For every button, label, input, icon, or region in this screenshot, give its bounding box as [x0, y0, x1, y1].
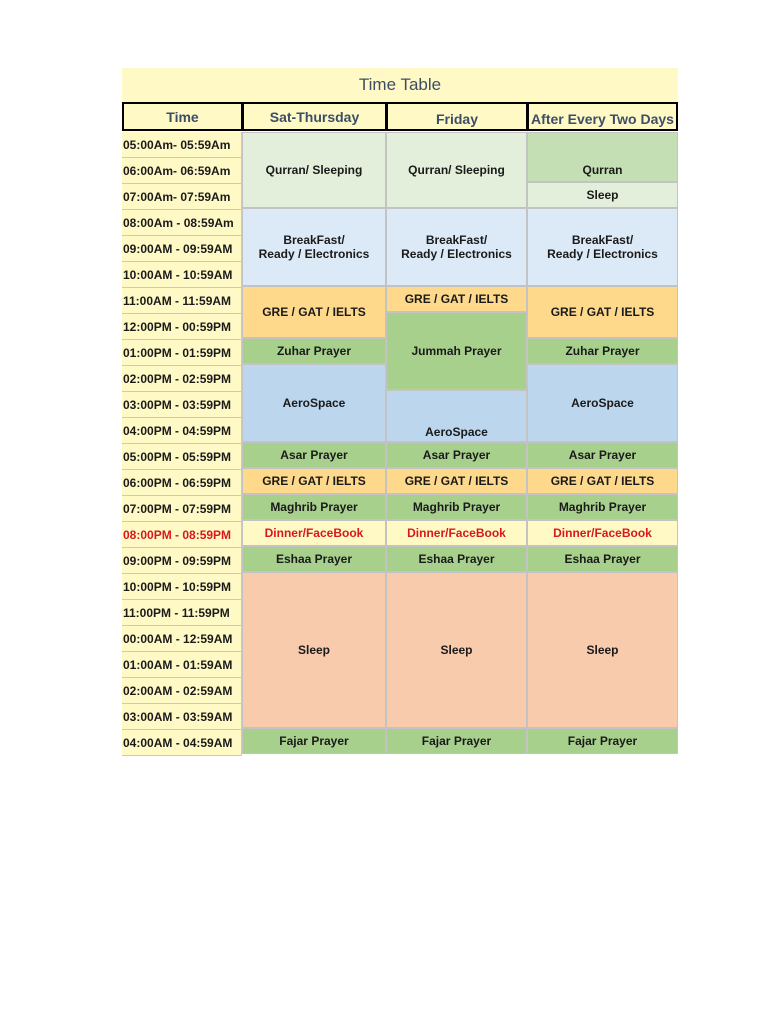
- header-sat-thursday: Sat-Thursday: [242, 102, 387, 131]
- after-two-days-gre-morning-label: GRE / GAT / IELTS: [550, 305, 655, 319]
- sat-thursday-dinner-slot: [242, 520, 386, 546]
- sat-thursday-gre-morning-label: GRE / GAT / IELTS: [262, 305, 366, 319]
- friday-aerospace-slot: [386, 390, 527, 442]
- friday-gre-evening-label: GRE / GAT / IELTS: [404, 474, 509, 488]
- friday-gre-morning-label: GRE / GAT / IELTS: [404, 292, 509, 306]
- sat-thursday-maghrib-label: Maghrib Prayer: [270, 500, 358, 514]
- after-two-days-gre-evening-label: GRE / GAT / IELTS: [550, 474, 655, 488]
- friday-breakfast-line1: BreakFast/: [425, 233, 488, 247]
- after-two-days-sleep-slot: [527, 572, 678, 728]
- header-time: Time: [122, 102, 243, 131]
- after-two-days-fajar-slot: [527, 728, 678, 754]
- after-two-days-aerospace-slot: [527, 364, 678, 442]
- after-two-days-quran-label: Qurran: [582, 163, 623, 177]
- time-slot-label: 05:00PM - 05:59PM: [122, 444, 242, 470]
- after-two-days-maghrib-slot: [527, 494, 678, 520]
- after-two-days-dinner-label: Dinner/FaceBook: [553, 526, 652, 540]
- after-two-days-sleep-morning-slot: [527, 182, 678, 208]
- after-two-days-asar-label: Asar Prayer: [568, 448, 637, 462]
- sat-thursday-gre-evening-label: GRE / GAT / IELTS: [262, 474, 366, 488]
- after-two-days-breakfast-line2: Ready / Electronics: [547, 247, 658, 261]
- friday-fajar-label: Fajar Prayer: [421, 734, 492, 748]
- time-slot-label: 11:00PM - 11:59PM: [122, 600, 242, 626]
- friday-sleep-label: Sleep: [440, 643, 473, 657]
- friday-dinner-slot: [386, 520, 527, 546]
- time-slot-label: 11:00AM - 11:59AM: [122, 288, 242, 314]
- after-two-days-sleep-morning-label: Sleep: [586, 188, 619, 202]
- time-slot-label: 01:00AM - 01:59AM: [122, 652, 242, 678]
- time-slot-label: 04:00PM - 04:59PM: [122, 418, 242, 444]
- time-slot-label: 09:00AM - 09:59AM: [122, 236, 242, 262]
- time-slot-label: 10:00PM - 10:59PM: [122, 574, 242, 600]
- time-slot-label: 02:00PM - 02:59PM: [122, 366, 242, 392]
- friday-gre-morning-slot: [386, 286, 527, 312]
- sat-thursday-fajar-slot: [242, 728, 386, 754]
- sat-thursday-breakfast-line2: Ready / Electronics: [258, 247, 370, 261]
- sat-thursday-aerospace-label: AeroSpace: [282, 396, 346, 410]
- friday-sleep-slot: [386, 572, 527, 728]
- friday-aerospace-label: AeroSpace: [425, 425, 488, 439]
- after-two-days-gre-morning-slot: [527, 286, 678, 338]
- sat-thursday-zuhar-label: Zuhar Prayer: [276, 344, 352, 358]
- sat-thursday-zuhar-slot: [242, 338, 386, 364]
- sat-thursday-quran-slot: [242, 132, 386, 208]
- sat-thursday-eshaa-slot: [242, 546, 386, 572]
- friday-breakfast-line2: Ready / Electronics: [401, 247, 512, 261]
- sat-thursday-quran-label: Qurran/ Sleeping: [265, 163, 363, 177]
- friday-eshaa-label: Eshaa Prayer: [418, 552, 495, 566]
- sat-thursday-gre-morning-slot: [242, 286, 386, 338]
- friday-asar-label: Asar Prayer: [422, 448, 491, 462]
- time-slot-label: 06:00PM - 06:59PM: [122, 470, 242, 496]
- sat-thursday-dinner-label: Dinner/FaceBook: [264, 526, 364, 540]
- after-two-days-eshaa-label: Eshaa Prayer: [564, 552, 641, 566]
- friday-maghrib-label: Maghrib Prayer: [412, 500, 501, 514]
- friday-gre-evening-slot: [386, 468, 527, 494]
- friday-fajar-slot: [386, 728, 527, 754]
- friday-dinner-label: Dinner/FaceBook: [407, 526, 506, 540]
- sat-thursday-breakfast-slot: [242, 208, 386, 286]
- time-slot-label: 12:00PM - 00:59PM: [122, 314, 242, 340]
- after-two-days-eshaa-slot: [527, 546, 678, 572]
- friday-maghrib-slot: [386, 494, 527, 520]
- after-two-days-sleep-label: Sleep: [586, 643, 619, 657]
- friday-breakfast-label: [401, 233, 512, 261]
- time-slot-label: 08:00Am - 08:59Am: [122, 210, 242, 236]
- after-two-days-breakfast-line1: BreakFast/: [571, 233, 634, 247]
- friday-jummah-label: Jummah Prayer: [411, 344, 502, 358]
- after-two-days-gre-evening-slot: [527, 468, 678, 494]
- header-friday: Friday: [386, 102, 528, 131]
- after-two-days-breakfast-label: [547, 233, 658, 261]
- time-slot-label: 06:00Am- 06:59Am: [122, 158, 242, 184]
- time-slot-label: 07:00PM - 07:59PM: [122, 496, 242, 522]
- friday-jummah-slot: [386, 312, 527, 390]
- friday-breakfast-slot: [386, 208, 527, 286]
- time-slot-label: 03:00PM - 03:59PM: [122, 392, 242, 418]
- time-table: [122, 68, 678, 754]
- time-slot-label: 00:00AM - 12:59AM: [122, 626, 242, 652]
- friday-quran-label: Qurran/ Sleeping: [408, 163, 505, 177]
- friday-quran-slot: [386, 132, 527, 208]
- header-after-every-two-days: After Every Two Days: [527, 102, 678, 131]
- sat-thursday-maghrib-slot: [242, 494, 386, 520]
- time-slot-label: 09:00PM - 09:59PM: [122, 548, 242, 574]
- time-slot-label: 03:00AM - 03:59AM: [122, 704, 242, 730]
- sat-thursday-asar-slot: [242, 442, 386, 468]
- sat-thursday-sleep-slot: [242, 572, 386, 728]
- after-two-days-zuhar-label: Zuhar Prayer: [565, 344, 640, 358]
- time-slot-label: 10:00AM - 10:59AM: [122, 262, 242, 288]
- sat-thursday-aerospace-slot: [242, 364, 386, 442]
- after-two-days-maghrib-label: Maghrib Prayer: [558, 500, 647, 514]
- friday-asar-slot: [386, 442, 527, 468]
- time-slot-label: 05:00Am- 05:59Am: [122, 132, 242, 158]
- after-two-days-asar-slot: [527, 442, 678, 468]
- time-slot-label: 08:00PM - 08:59PM: [122, 522, 242, 548]
- time-slot-label: 02:00AM - 02:59AM: [122, 678, 242, 704]
- time-slot-label: 07:00Am- 07:59Am: [122, 184, 242, 210]
- sat-thursday-eshaa-label: Eshaa Prayer: [275, 552, 353, 566]
- sat-thursday-gre-evening-slot: [242, 468, 386, 494]
- after-two-days-quran-slot: [527, 132, 678, 182]
- after-two-days-fajar-label: Fajar Prayer: [567, 734, 638, 748]
- page-title: Time Table: [122, 68, 678, 102]
- friday-eshaa-slot: [386, 546, 527, 572]
- sat-thursday-sleep-label: Sleep: [297, 643, 330, 657]
- sat-thursday-breakfast-label: [259, 233, 370, 261]
- time-slot-label: 01:00PM - 01:59PM: [122, 340, 242, 366]
- after-two-days-dinner-slot: [527, 520, 678, 546]
- after-two-days-aerospace-label: AeroSpace: [571, 396, 634, 410]
- sat-thursday-fajar-label: Fajar Prayer: [279, 734, 349, 748]
- sat-thursday-asar-label: Asar Prayer: [280, 448, 348, 462]
- after-two-days-breakfast-slot: [527, 208, 678, 286]
- time-slot-label: 04:00AM - 04:59AM: [122, 730, 242, 756]
- after-two-days-zuhar-slot: [527, 338, 678, 364]
- sat-thursday-breakfast-line1: BreakFast/: [283, 233, 345, 247]
